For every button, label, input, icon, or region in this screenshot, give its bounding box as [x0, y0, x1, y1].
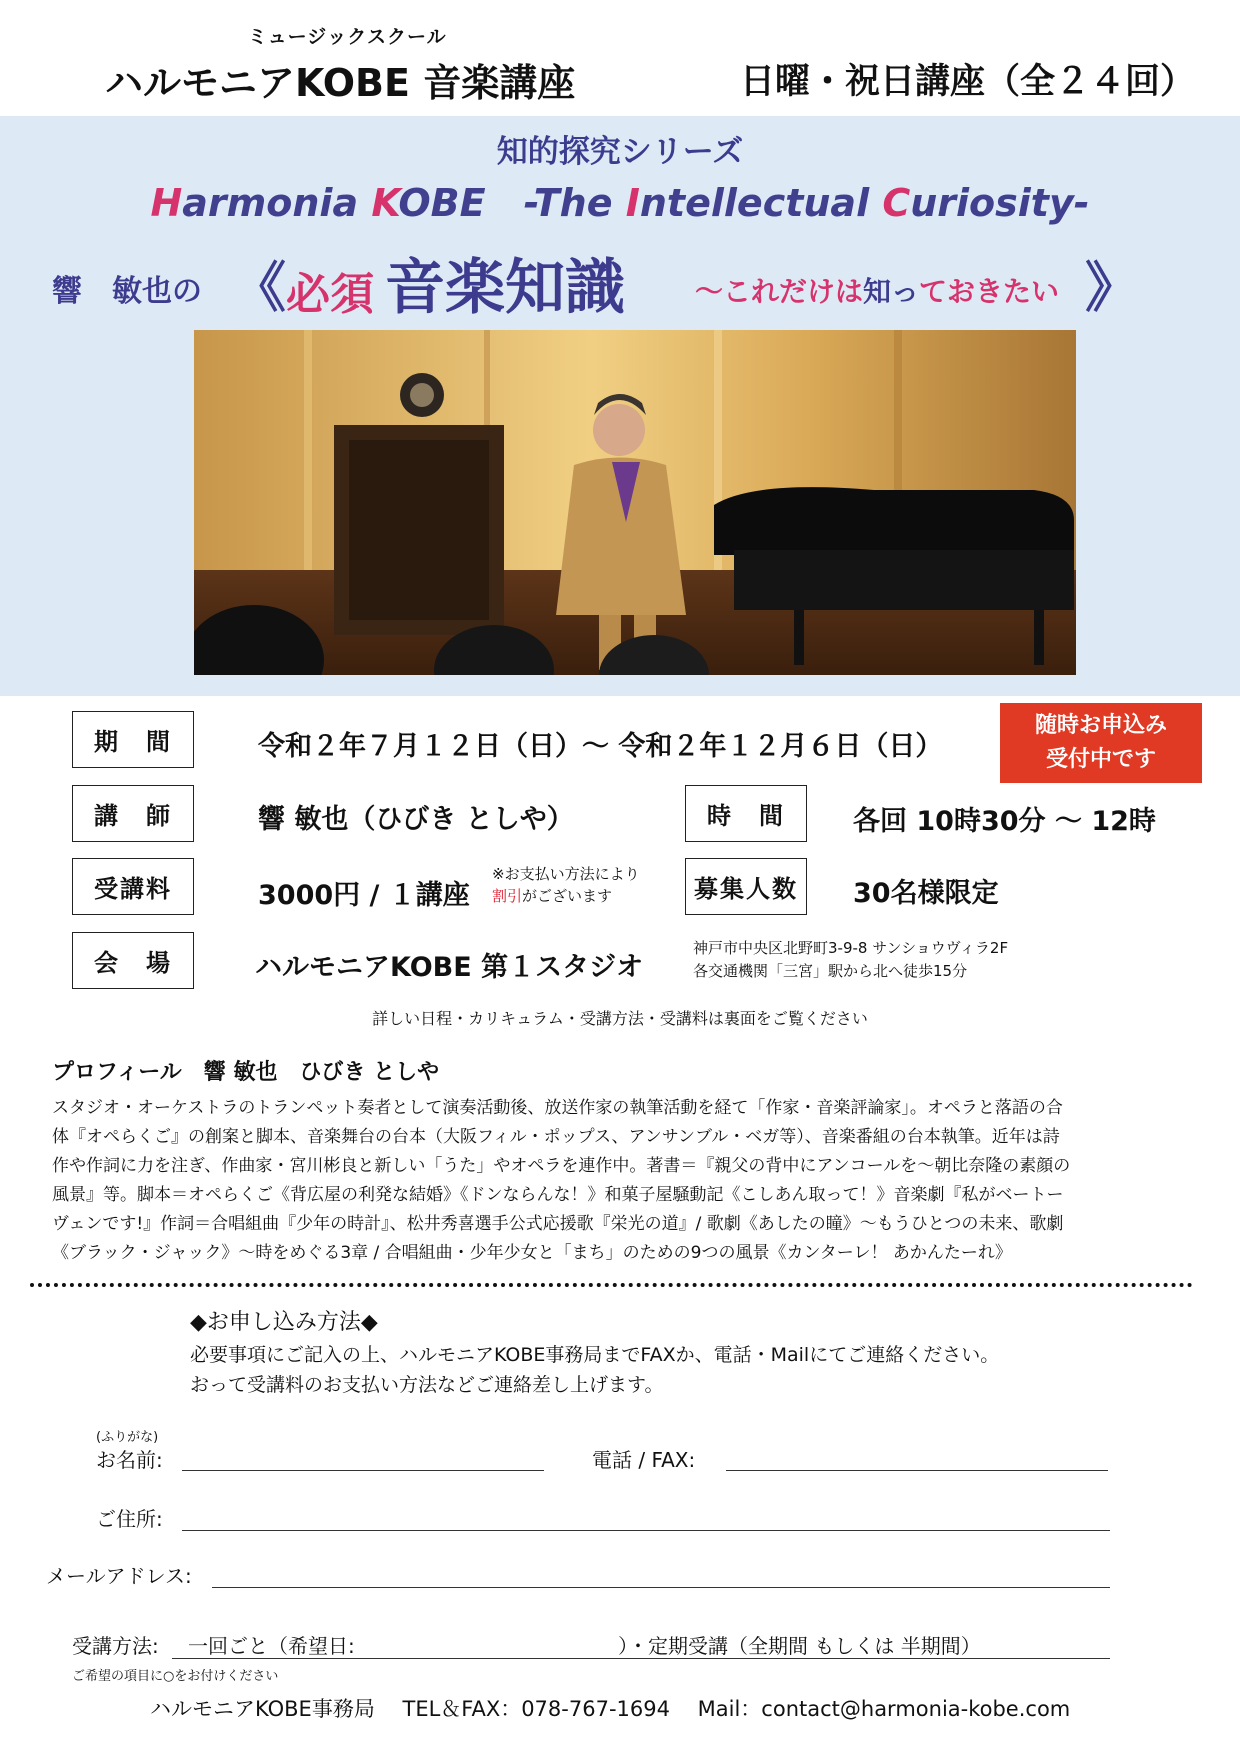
lecturer-label: 講 師 [72, 785, 194, 842]
profile-line: ヴェンです!』作詞＝合唱組曲『少年の時計』、松井秀喜選手公式応援歌『栄光の道』/ 歌劇《あしたの瞳》～もうひとつの未来、歌劇 [52, 1214, 1064, 1234]
profile-line: 風景』等。脚本＝オペらくご《背広屋の利発な結婚》《ドンならんな！》和菓子屋騒動記《こしあん取って！》音楽劇『私がベートー [52, 1185, 1064, 1205]
capacity-value: 30名様限定 [853, 878, 999, 909]
series-en-h: H [150, 181, 183, 225]
fee-note-line-2: がございます [522, 887, 613, 905]
apply-title: ◆お申し込み方法◆ [190, 1310, 378, 1335]
method-label: 受講方法: [72, 1634, 159, 1658]
profile-title: プロフィール 響 敏也 ひびき としや [52, 1060, 440, 1085]
title-subtitle [695, 270, 1059, 310]
method-once-option[interactable]: 一回ごと（希望日: [188, 1634, 355, 1658]
name-field[interactable] [182, 1470, 544, 1471]
series-en-armonia: armonia [182, 181, 372, 225]
address-label: ご住所: [96, 1507, 163, 1531]
title-bracket-right: 》 [1085, 256, 1139, 319]
series-en-i: I [625, 181, 640, 225]
circle-note: ご希望の項目に○をお付けください [72, 1669, 279, 1684]
series-en-c: C [882, 181, 911, 225]
method-field-line[interactable] [172, 1658, 1110, 1659]
title-bracket-left: 《 [232, 256, 286, 319]
fee-label: 受講料 [72, 858, 194, 915]
lecturer-possessive: 響 敏也の [52, 274, 202, 309]
name-label: お名前: [96, 1448, 163, 1472]
title-essential: 必須 [286, 269, 374, 320]
subtitle-part-3: て [919, 275, 948, 308]
apply-line-1: 必要事項にご記入の上、ハルモニアKOBE事務局までFAXか、電話・Mailにてご連絡ください。 [190, 1344, 1000, 1366]
series-title-en [0, 172, 1240, 227]
phone-fax-field[interactable] [726, 1470, 1108, 1471]
subtitle-part-1: ～これだけは [695, 275, 864, 308]
furigana-label: (ふりがな) [96, 1430, 159, 1445]
address-field[interactable] [182, 1530, 1110, 1531]
fee-note [492, 863, 640, 907]
capacity-label: 募集人数 [685, 858, 807, 915]
profile-line: 《ブラック・ジャック》～時をめぐる3章 / 合唱組曲・少年少女と「まち」のための9つの風景《カンターレ！ あかんたーれ》 [52, 1243, 1012, 1263]
title-music-knowledge: 音楽知識 [385, 253, 625, 323]
profile-body [52, 1094, 1192, 1268]
method-regular-option[interactable]: ）・定期受講（全期間 もしくは 半期間） [618, 1634, 981, 1658]
series-en-ntellectual: ntellectual [639, 181, 883, 225]
email-label: メールアドレス: [46, 1564, 192, 1588]
venue-label: 会 場 [72, 932, 194, 989]
apply-instructions [190, 1340, 999, 1400]
fee-note-line-1: ※お支払い方法により [492, 865, 640, 883]
address-line-2: 各交通機関「三宮」駅から北へ徒歩15分 [693, 962, 968, 980]
series-en-obe: OBE -The [398, 181, 626, 225]
time-value: 各回 10時30分 ～ 12時 [853, 806, 1156, 837]
venue-value: ハルモニアKOBE 第１スタジオ [255, 952, 644, 983]
apply-line-2: おって受講料のお支払い方法などご連絡差し上げます。 [190, 1374, 664, 1396]
badge-line-2: 受付中です [1045, 747, 1156, 772]
address-line-1: 神戸市中央区北野町3-9-8 サンショウヴィラ2F [693, 939, 1009, 957]
subtitle-part-4: おきたい [947, 275, 1060, 308]
cut-line-divider [30, 1283, 1193, 1287]
profile-line: 体『オペらくご』の創案と脚本、音楽舞台の台本（大阪フィル・ポップス、アンサンブル・ベガ等）、音楽番組の台本執筆。近年は詩 [52, 1127, 1060, 1147]
fee-value: 3000円 / １講座 [258, 880, 470, 911]
school-name: ハルモニアKOBE 音楽講座 [105, 61, 576, 105]
lecturer-photo [194, 330, 1076, 675]
series-en-k: K [371, 181, 399, 225]
badge-line-1: 随時お申込み [1034, 713, 1167, 738]
series-en-uriosity: uriosity- [910, 181, 1090, 225]
course-type: 日曜・祝日講座（全２４回） [740, 62, 1196, 102]
email-field[interactable] [212, 1587, 1110, 1588]
profile-line: スタジオ・オーケストラのトランペット奏者として演奏活動後、放送作家の執筆活動を経て「作家・音楽評論家」。オペラと落語の合 [52, 1098, 1063, 1118]
details-note: 詳しい日程・カリキュラム・受講方法・受講料は裏面をご覧ください [372, 1009, 868, 1028]
venue-address [693, 937, 1008, 983]
period-value: 令和２年７月１２日（日）～ 令和２年１２月６日（日） [258, 731, 943, 762]
subtitle-part-2: 知っ [863, 275, 920, 308]
fee-note-discount: 割引 [492, 887, 523, 905]
profile-line: 作や作詞に力を注ぎ、作曲家・宮川彬良と新しい「うた」やオペラを連作中。著書＝『親父の背中にアンコールを～朝比奈隆の素顔の [52, 1156, 1071, 1176]
footer-contact: ハルモニアKOBE事務局 TEL＆FAX：078-767-1694 Mail：contact@harmonia-kobe.com [150, 1697, 1071, 1721]
phone-fax-label: 電話 / FAX: [592, 1448, 696, 1472]
time-label: 時 間 [685, 785, 807, 842]
period-label: 期 間 [72, 711, 194, 768]
open-enrollment-badge [1000, 703, 1202, 783]
lecturer-value: 響 敏也（ひびき としや） [258, 804, 574, 835]
header-ruby: ミュージックスクール [248, 26, 447, 48]
series-title-ja: 知的探究シリーズ [496, 134, 744, 170]
